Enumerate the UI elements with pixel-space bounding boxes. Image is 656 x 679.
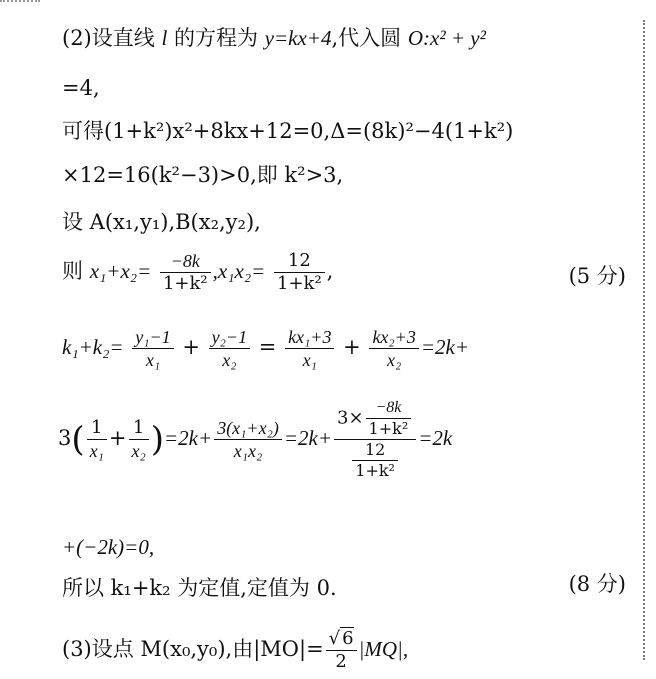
operator: + bbox=[108, 426, 127, 450]
fraction bbox=[209, 328, 250, 369]
fraction-denominator: x₂ bbox=[222, 350, 237, 370]
fraction-numerator: kx₂+3 bbox=[369, 328, 418, 349]
fraction-denominator: 1+k² bbox=[368, 419, 409, 438]
fraction-numerator: 1 bbox=[87, 419, 107, 440]
operator: = bbox=[258, 335, 277, 359]
text-segment: 3× bbox=[337, 407, 364, 429]
score-5: (5 分) bbox=[568, 264, 626, 288]
text-segment: +(−2k)=0, bbox=[62, 535, 155, 559]
solution-line-3 bbox=[62, 121, 513, 142]
fraction-denominator: 1+k² bbox=[277, 273, 322, 294]
fraction bbox=[369, 328, 418, 369]
compound-fraction bbox=[334, 400, 416, 479]
fraction-denominator: x₂ bbox=[387, 350, 402, 370]
line-variable: l bbox=[161, 26, 168, 50]
sum-roots: x₁+x₂= bbox=[89, 259, 152, 283]
circle-equation: x² + y² bbox=[430, 26, 486, 50]
part-label: (2)设直线 bbox=[62, 26, 155, 50]
fraction-numerator: −8k bbox=[366, 400, 412, 419]
fraction bbox=[132, 328, 173, 369]
fraction-denominator: x₁ bbox=[302, 350, 317, 370]
coefficient: 3 bbox=[58, 426, 72, 450]
text-segment: =4, bbox=[62, 76, 100, 100]
text-segment: =2k bbox=[418, 426, 453, 450]
fraction-denominator: x₁x₂ bbox=[233, 441, 263, 461]
fraction bbox=[274, 252, 325, 293]
text-segment: 的方程为 bbox=[173, 26, 258, 50]
inner-fraction bbox=[352, 442, 398, 479]
fraction-denominator: x₁ bbox=[89, 441, 104, 461]
text-segment: |MQ|, bbox=[358, 637, 409, 661]
fraction-numerator: 1 bbox=[129, 419, 149, 440]
compound-denominator bbox=[334, 440, 416, 479]
product-roots: ,x₁x₂= bbox=[212, 259, 266, 283]
fraction bbox=[214, 419, 282, 460]
circle-name: O: bbox=[407, 26, 431, 50]
discriminant-result: ×12=16(k²−3)>0,即 k²>3, bbox=[62, 163, 344, 187]
solution-line-9 bbox=[62, 537, 154, 558]
operator: + bbox=[343, 335, 361, 359]
inner-fraction bbox=[366, 400, 412, 437]
fraction-numerator: y₁−1 bbox=[132, 328, 173, 349]
text-segment: , bbox=[326, 259, 334, 283]
discriminant-expression: 可得(1+k²)x²+8kx+12=0,Δ=(8k)²−4(1+k²) bbox=[62, 119, 514, 143]
right-paren: ) bbox=[150, 419, 165, 460]
text-segment: 则 bbox=[62, 259, 83, 283]
compound-numerator bbox=[334, 400, 416, 440]
solution-line-8 bbox=[58, 400, 452, 479]
radicand: 6 bbox=[342, 628, 354, 649]
fraction-numerator: 12 bbox=[352, 442, 398, 461]
part-3-start: (3)设点 M(x₀,y₀),由|MO|= bbox=[62, 637, 324, 661]
fraction-numerator: 3(x₁+x₂) bbox=[214, 419, 282, 440]
solution-line-2 bbox=[62, 78, 100, 99]
fraction-numerator: y₂−1 bbox=[209, 328, 250, 349]
fraction bbox=[129, 419, 149, 460]
score-8: (8 分) bbox=[568, 572, 626, 596]
points-definition: 设 A(x₁,y₁),B(x₂,y₂), bbox=[62, 210, 261, 234]
slope-sum: k₁+k₂= bbox=[62, 335, 124, 359]
fraction bbox=[160, 252, 211, 293]
operator: + bbox=[182, 335, 200, 359]
fraction bbox=[285, 328, 334, 369]
conclusion: 所以 k₁+k₂ 为定值,定值为 0. bbox=[62, 576, 337, 600]
fraction-denominator: x₁ bbox=[145, 350, 161, 370]
solution-line-11 bbox=[62, 630, 408, 671]
top-left-corner-mark bbox=[0, 0, 40, 8]
solution-line-1 bbox=[62, 28, 486, 49]
text-segment: =2k+ bbox=[420, 335, 469, 359]
solution-line-6 bbox=[62, 252, 333, 293]
fraction-numerator: 12 bbox=[274, 252, 325, 273]
fraction-denominator: 1+k² bbox=[162, 273, 208, 294]
left-paren: ( bbox=[71, 419, 85, 460]
text-segment: =2k+ bbox=[164, 426, 213, 450]
fraction-numerator: √ 6 bbox=[326, 630, 357, 651]
text-segment: =2k+ bbox=[283, 426, 332, 450]
solution-line-10 bbox=[62, 578, 337, 599]
solution-line-7 bbox=[62, 328, 469, 369]
binding-margin-rule bbox=[643, 20, 645, 660]
fraction-numerator: −8k bbox=[160, 252, 211, 273]
fraction-denominator: 2 bbox=[335, 651, 347, 672]
solution-line-5 bbox=[62, 212, 261, 233]
line-equation: y=kx+4 bbox=[264, 26, 332, 50]
text-segment: ,代入圆 bbox=[331, 26, 402, 50]
solution-line-4 bbox=[62, 165, 343, 186]
fraction-numerator: kx₁+3 bbox=[285, 328, 334, 349]
fraction-denominator: x₂ bbox=[131, 441, 146, 461]
fraction bbox=[87, 419, 107, 460]
fraction-denominator: 1+k² bbox=[355, 461, 395, 480]
fraction bbox=[326, 630, 357, 671]
